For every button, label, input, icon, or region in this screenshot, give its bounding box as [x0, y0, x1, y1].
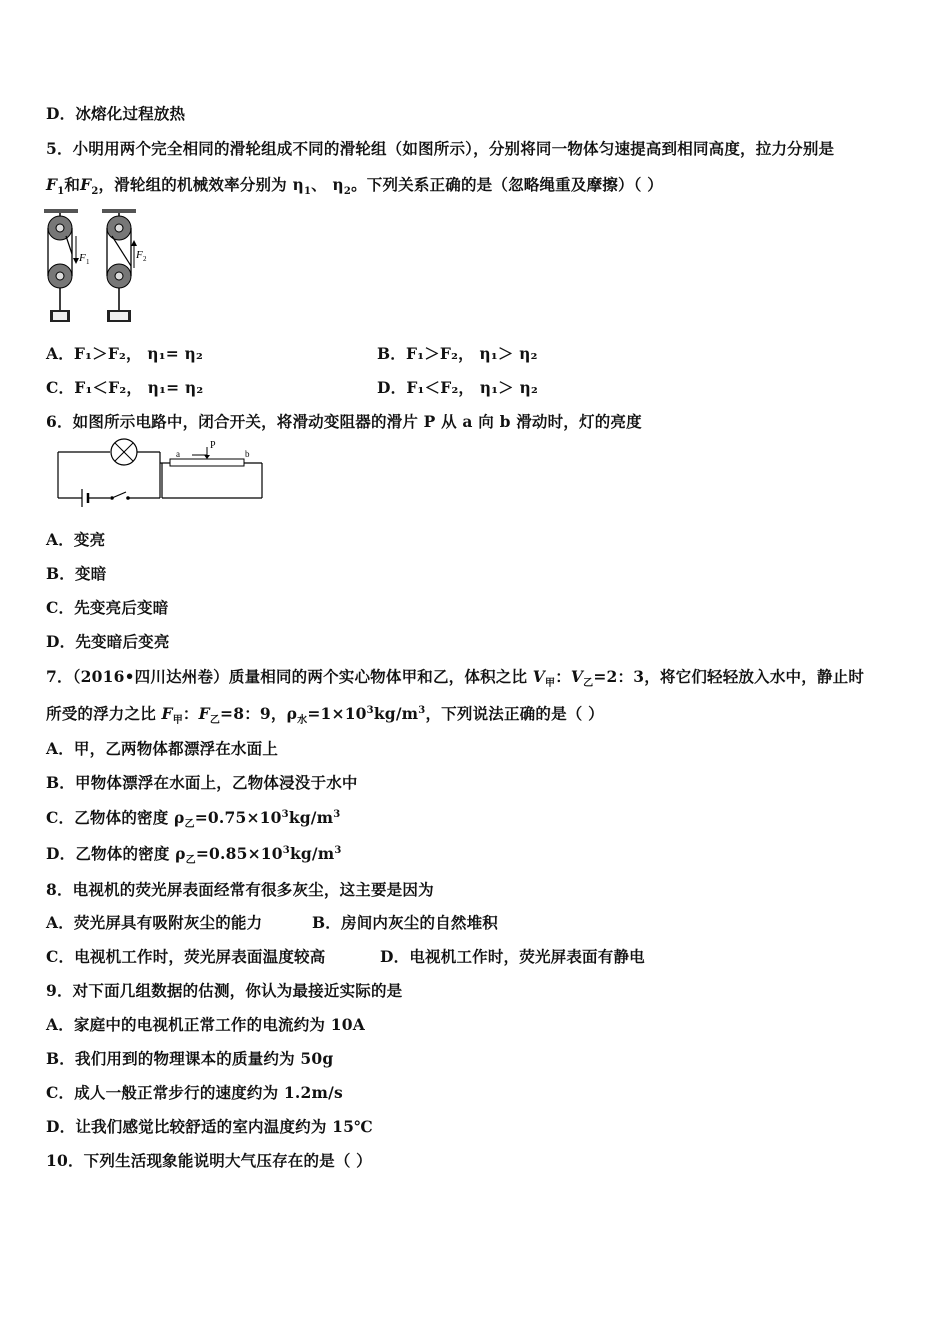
q5-stem-line2: $F_1$和$F_2$，滑轮组的机械效率分别为 $\eta_1$、 $\eta_2$。下列关系正确的是（忽略绳重及摩擦）（ ） — [46, 175, 663, 198]
label-b: b — [245, 449, 250, 459]
label-f2: F — [136, 249, 143, 261]
q8-option-a: A．荧光屏具有吸附灰尘的能力 — [46, 913, 263, 932]
q6-stem: 6．如图所示电路中，闭合开关，将滑动变阻器的滑片 P 从 a 向 b 滑动时，灯的亮度 — [46, 412, 642, 431]
label-p: P — [210, 440, 216, 451]
q7-stem-line2: 所受的浮力之比 $F_甲$：$F_乙=8$：9，$\rho_水=1\times 10^3kg/m^3$，下列说法正确的是（ ） — [46, 704, 604, 727]
q9-option-d: D．让我们感觉比较舒适的室内温度约为 15℃ — [46, 1117, 373, 1136]
q7-option-d: D．乙物体的密度 $\rho_乙=0.85\times 10^3kg/m^3$ — [46, 844, 342, 867]
q9-option-b: B．我们用到的物理课本的质量约为 50g — [46, 1049, 334, 1068]
q7-option-a: A．甲，乙两物体都漂浮在水面上 — [46, 739, 279, 758]
q9-stem: 9．对下面几组数据的估测，你认为最接近实际的是 — [46, 981, 403, 1000]
q5-option-b: B．F₁＞F₂， η₁＞ η₂ — [377, 344, 538, 363]
q6-option-b: B．变暗 — [46, 564, 107, 583]
q5-option-c: C．F₁＜F₂， η₁= η₂ — [46, 378, 204, 397]
q7-option-c: C．乙物体的密度 $\rho_乙=0.75\times 10^3kg/m^3$ — [46, 808, 341, 831]
q7-option-b: B．甲物体漂浮在水面上，乙物体浸没于水中 — [46, 773, 358, 792]
label-f1: F — [79, 252, 86, 264]
q8-option-c: C．电视机工作时，荧光屏表面温度较高 — [46, 947, 326, 966]
q10-stem: 10．下列生活现象能说明大气压存在的是（ ） — [46, 1151, 372, 1170]
q9-option-a: A．家庭中的电视机正常工作的电流约为 10A — [46, 1015, 365, 1034]
q8-option-d: D．电视机工作时，荧光屏表面有静电 — [380, 947, 645, 966]
q8-stem: 8．电视机的荧光屏表面经常有很多灰尘，这主要是因为 — [46, 880, 434, 899]
q6-option-c: C．先变亮后变暗 — [46, 598, 169, 617]
q4-option-d: D．冰熔化过程放热 — [46, 104, 186, 123]
q5-option-d: D．F₁＜F₂， η₁＞ η₂ — [377, 378, 538, 397]
q7-stem-line1: 7．（2016•四川达州卷）质量相同的两个实心物体甲和乙，体积之比 $V_甲$：$V_乙=2$：3，将它们轻轻放入水中，静止时 — [46, 667, 865, 690]
label-a: a — [176, 449, 180, 459]
pulley-figure — [42, 206, 162, 326]
svg-text:2: 2 — [143, 255, 147, 263]
q5-option-a: A．F₁＞F₂， η₁= η₂ — [46, 344, 204, 363]
q6-option-d: D．先变暗后变亮 — [46, 632, 170, 651]
circuit-figure — [52, 438, 272, 508]
q9-option-c: C．成人一般正常步行的速度约为 1.2m/s — [46, 1083, 343, 1102]
q6-option-a: A．变亮 — [46, 530, 106, 549]
svg-text:1: 1 — [86, 258, 90, 266]
q5-stem-line1: 5．小明用两个完全相同的滑轮组成不同的滑轮组（如图所示），分别将同一物体匀速提高到相同高度，拉力分别是 — [46, 139, 835, 158]
q8-option-b: B．房间内灰尘的自然堆积 — [312, 913, 499, 932]
